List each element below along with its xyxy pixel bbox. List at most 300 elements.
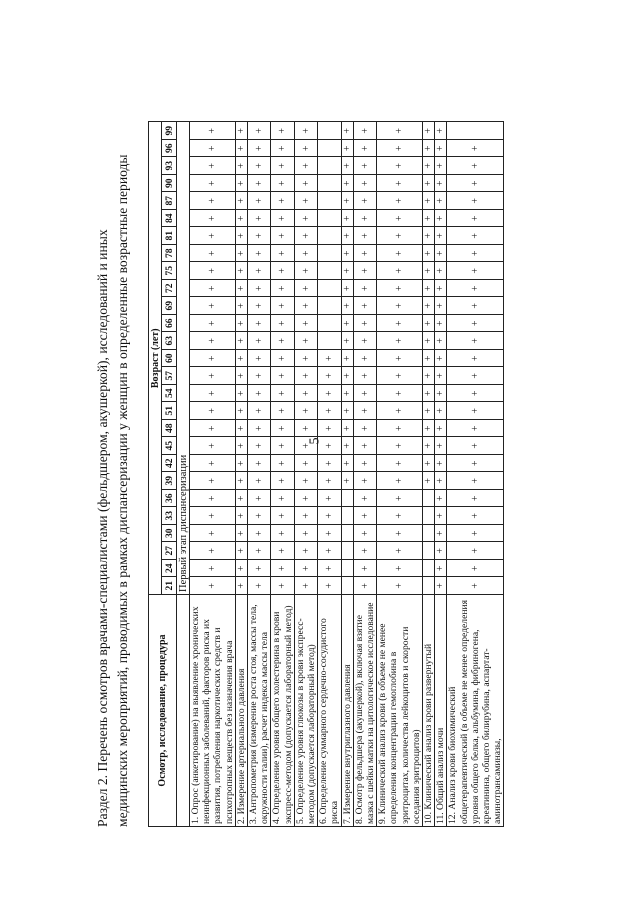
age-mark-cell: +: [377, 525, 423, 543]
age-mark-cell: +: [248, 507, 271, 525]
age-column-header: 36: [162, 490, 177, 508]
age-column-header: 21: [162, 577, 177, 595]
age-mark-cell: +: [318, 542, 341, 560]
age-mark-cell: +: [377, 350, 423, 368]
age-column-header: 48: [162, 420, 177, 438]
age-column-header: 93: [162, 157, 177, 175]
age-mark-cell: +: [447, 315, 504, 333]
age-mark-cell: +: [377, 262, 423, 280]
age-mark-cell: +: [341, 297, 353, 315]
age-mark-cell: +: [353, 525, 376, 543]
age-mark-cell: +: [248, 472, 271, 490]
table-row: [318, 122, 341, 827]
age-column-header: 72: [162, 280, 177, 298]
age-mark-cell: +: [190, 140, 236, 158]
age-mark-cell: +: [435, 420, 447, 438]
age-mark-cell: +: [435, 455, 447, 473]
age-mark-cell: +: [377, 402, 423, 420]
age-mark-cell: [341, 490, 353, 508]
age-column-header: 90: [162, 175, 177, 193]
age-mark-cell: +: [341, 350, 353, 368]
procedure-name: 3. Антропометрия (измерение роста стоя, массы тела, окружности талии), расчет индекса массы тела: [248, 595, 271, 827]
age-mark-cell: +: [377, 122, 423, 140]
age-mark-cell: +: [353, 472, 376, 490]
age-mark-cell: +: [447, 367, 504, 385]
age-mark-cell: +: [271, 280, 294, 298]
age-mark-cell: +: [190, 525, 236, 543]
age-mark-cell: +: [271, 262, 294, 280]
age-mark-cell: +: [353, 437, 376, 455]
age-mark-cell: +: [318, 437, 341, 455]
age-mark-cell: +: [248, 280, 271, 298]
age-mark-cell: [341, 560, 353, 578]
age-mark-cell: +: [271, 437, 294, 455]
age-column-header: 69: [162, 297, 177, 315]
age-mark-cell: +: [235, 437, 247, 455]
age-mark-cell: +: [435, 560, 447, 578]
age-mark-cell: +: [318, 560, 341, 578]
age-mark-cell: +: [377, 455, 423, 473]
age-mark-cell: +: [353, 560, 376, 578]
age-mark-cell: +: [271, 507, 294, 525]
age-mark-cell: [318, 315, 341, 333]
age-mark-cell: +: [341, 227, 353, 245]
age-column-header: 84: [162, 210, 177, 228]
age-column-header: 42: [162, 455, 177, 473]
age-mark-cell: +: [447, 245, 504, 263]
age-mark-cell: +: [318, 490, 341, 508]
table-row: [447, 122, 504, 827]
age-mark-cell: +: [248, 122, 271, 140]
age-mark-cell: +: [235, 560, 247, 578]
age-mark-cell: +: [318, 420, 341, 438]
age-mark-cell: +: [271, 297, 294, 315]
age-column-header: 24: [162, 560, 177, 578]
age-column-header: 96: [162, 140, 177, 158]
age-mark-cell: +: [341, 437, 353, 455]
age-mark-cell: +: [248, 297, 271, 315]
age-mark-cell: +: [294, 315, 317, 333]
age-column-header: 54: [162, 385, 177, 403]
age-mark-cell: +: [294, 577, 317, 595]
age-mark-cell: +: [447, 560, 504, 578]
age-mark-cell: +: [447, 455, 504, 473]
age-group-header: Возраст (лет): [149, 122, 162, 595]
procedure-name: 2. Измерение артериального давления: [235, 595, 247, 827]
age-mark-cell: +: [377, 227, 423, 245]
age-mark-cell: +: [447, 490, 504, 508]
age-mark-cell: [423, 507, 435, 525]
age-mark-cell: +: [248, 542, 271, 560]
procedure-name: 6. Определение суммарного сердечно-сосудистого риска: [318, 595, 341, 827]
age-mark-cell: +: [377, 542, 423, 560]
age-mark-cell: +: [353, 297, 376, 315]
age-mark-cell: +: [377, 332, 423, 350]
age-mark-cell: +: [423, 385, 435, 403]
age-mark-cell: +: [435, 577, 447, 595]
age-mark-cell: +: [435, 332, 447, 350]
age-mark-cell: +: [294, 332, 317, 350]
age-mark-cell: +: [235, 402, 247, 420]
age-mark-cell: +: [190, 437, 236, 455]
age-mark-cell: +: [294, 280, 317, 298]
age-mark-cell: +: [271, 192, 294, 210]
age-mark-cell: +: [235, 490, 247, 508]
age-mark-cell: +: [447, 227, 504, 245]
age-mark-cell: +: [423, 140, 435, 158]
age-mark-cell: +: [190, 297, 236, 315]
age-column-header: 66: [162, 315, 177, 333]
age-mark-cell: +: [235, 350, 247, 368]
age-mark-cell: +: [318, 472, 341, 490]
page-number: 5: [307, 437, 323, 445]
age-mark-cell: +: [235, 297, 247, 315]
age-mark-cell: +: [447, 420, 504, 438]
procedure-column-header: Осмотр, исследование, процедура: [149, 595, 177, 827]
age-mark-cell: +: [294, 262, 317, 280]
age-mark-cell: +: [235, 192, 247, 210]
age-mark-cell: +: [377, 157, 423, 175]
age-mark-cell: +: [377, 280, 423, 298]
age-mark-cell: +: [248, 245, 271, 263]
table-row: [235, 122, 247, 827]
age-mark-cell: +: [294, 122, 317, 140]
age-mark-cell: +: [377, 420, 423, 438]
age-mark-cell: +: [435, 262, 447, 280]
stage-row-blank-cell: [177, 595, 190, 827]
age-mark-cell: +: [248, 350, 271, 368]
age-mark-cell: +: [423, 280, 435, 298]
age-mark-cell: +: [318, 350, 341, 368]
age-mark-cell: +: [271, 157, 294, 175]
age-mark-cell: +: [423, 245, 435, 263]
age-mark-cell: +: [271, 315, 294, 333]
age-mark-cell: +: [447, 525, 504, 543]
age-mark-cell: +: [248, 192, 271, 210]
age-mark-cell: +: [447, 577, 504, 595]
age-mark-cell: +: [423, 455, 435, 473]
age-mark-cell: +: [271, 420, 294, 438]
age-mark-cell: +: [318, 402, 341, 420]
age-mark-cell: +: [294, 472, 317, 490]
age-mark-cell: +: [235, 280, 247, 298]
age-column-header: 63: [162, 332, 177, 350]
age-mark-cell: +: [294, 385, 317, 403]
age-mark-cell: [318, 227, 341, 245]
age-mark-cell: +: [235, 140, 247, 158]
age-mark-cell: +: [294, 490, 317, 508]
age-mark-cell: +: [353, 542, 376, 560]
age-mark-cell: [318, 140, 341, 158]
age-mark-cell: +: [248, 577, 271, 595]
age-mark-cell: +: [435, 227, 447, 245]
age-mark-cell: +: [248, 227, 271, 245]
age-mark-cell: +: [447, 542, 504, 560]
age-mark-cell: +: [318, 367, 341, 385]
age-mark-cell: +: [353, 227, 376, 245]
table-row: [341, 122, 353, 827]
age-mark-cell: +: [248, 437, 271, 455]
age-mark-cell: +: [377, 140, 423, 158]
age-mark-cell: +: [377, 472, 423, 490]
age-mark-cell: +: [353, 175, 376, 193]
age-mark-cell: +: [435, 542, 447, 560]
age-mark-cell: +: [423, 420, 435, 438]
age-mark-cell: +: [271, 542, 294, 560]
procedure-name: 11. Общий анализ мочи: [435, 595, 447, 827]
age-mark-cell: +: [447, 175, 504, 193]
age-column-header: 51: [162, 402, 177, 420]
age-mark-cell: [318, 157, 341, 175]
age-column-header: 81: [162, 227, 177, 245]
age-mark-cell: +: [377, 507, 423, 525]
age-column-header: 78: [162, 245, 177, 263]
age-mark-cell: +: [294, 350, 317, 368]
age-mark-cell: +: [190, 315, 236, 333]
age-mark-cell: +: [435, 490, 447, 508]
table-row: [353, 122, 376, 827]
age-mark-cell: +: [341, 210, 353, 228]
procedure-name: 1. Опрос (анкетирование) на выявление хронических неинфекционных заболеваний, факторов риска их развития, потребления наркотических средств и психотропных веществ без назначения врача: [190, 595, 236, 827]
age-mark-cell: +: [190, 455, 236, 473]
age-mark-cell: +: [377, 437, 423, 455]
age-mark-cell: +: [190, 385, 236, 403]
age-mark-cell: +: [435, 472, 447, 490]
age-mark-cell: +: [271, 560, 294, 578]
age-mark-cell: +: [353, 385, 376, 403]
age-mark-cell: +: [341, 192, 353, 210]
age-mark-cell: +: [294, 245, 317, 263]
age-mark-cell: +: [235, 210, 247, 228]
age-mark-cell: +: [435, 280, 447, 298]
age-mark-cell: [341, 542, 353, 560]
age-column-header: 30: [162, 525, 177, 543]
age-mark-cell: +: [447, 332, 504, 350]
age-mark-cell: +: [423, 402, 435, 420]
age-mark-cell: +: [271, 122, 294, 140]
age-mark-cell: +: [248, 420, 271, 438]
age-mark-cell: +: [235, 315, 247, 333]
age-mark-cell: +: [235, 577, 247, 595]
age-mark-cell: +: [377, 192, 423, 210]
age-mark-cell: +: [447, 385, 504, 403]
age-mark-cell: [341, 507, 353, 525]
age-mark-cell: +: [271, 525, 294, 543]
age-mark-cell: +: [435, 210, 447, 228]
age-mark-cell: +: [190, 542, 236, 560]
age-mark-cell: +: [190, 280, 236, 298]
age-mark-cell: +: [271, 140, 294, 158]
age-mark-cell: +: [353, 577, 376, 595]
age-mark-cell: +: [353, 157, 376, 175]
age-mark-cell: +: [435, 507, 447, 525]
age-mark-cell: [318, 280, 341, 298]
table-row: [435, 122, 447, 827]
age-column-header: 33: [162, 507, 177, 525]
age-mark-cell: +: [235, 332, 247, 350]
age-mark-cell: +: [447, 437, 504, 455]
age-mark-cell: +: [235, 157, 247, 175]
age-mark-cell: +: [423, 297, 435, 315]
age-mark-cell: +: [190, 175, 236, 193]
age-mark-cell: +: [190, 157, 236, 175]
age-mark-cell: [318, 332, 341, 350]
age-mark-cell: +: [190, 577, 236, 595]
age-mark-cell: +: [248, 140, 271, 158]
procedure-name: 12. Анализ крови биохимический общетерапевтический (в объеме не менее определения уровня общего белка, альбумина, фибриногена, креатинина, общего билирубина, аспартат-аминотрансаминазы,: [447, 595, 504, 827]
age-mark-cell: +: [190, 472, 236, 490]
age-mark-cell: +: [235, 472, 247, 490]
age-mark-cell: [423, 542, 435, 560]
age-mark-cell: +: [377, 210, 423, 228]
age-column-header: 75: [162, 262, 177, 280]
procedure-name: 8. Осмотр фельдшера (акушеркой), включая взятие мазка с шейки матки на цитологическое исследование: [353, 595, 376, 827]
age-mark-cell: +: [341, 122, 353, 140]
age-mark-cell: +: [423, 332, 435, 350]
age-mark-cell: +: [190, 210, 236, 228]
age-mark-cell: +: [271, 227, 294, 245]
stage-label: Первый этап диспансеризации: [177, 122, 190, 595]
table-row: [423, 122, 435, 827]
age-mark-cell: +: [353, 350, 376, 368]
age-mark-cell: +: [235, 525, 247, 543]
table-row: [271, 122, 294, 827]
age-mark-cell: +: [235, 507, 247, 525]
age-mark-cell: +: [341, 332, 353, 350]
age-mark-cell: +: [435, 350, 447, 368]
age-mark-cell: +: [423, 437, 435, 455]
age-mark-cell: +: [248, 367, 271, 385]
age-mark-cell: +: [294, 420, 317, 438]
age-mark-cell: +: [294, 227, 317, 245]
age-mark-cell: +: [271, 385, 294, 403]
age-mark-cell: +: [294, 157, 317, 175]
age-mark-cell: +: [353, 332, 376, 350]
age-mark-cell: [318, 122, 341, 140]
age-mark-cell: +: [377, 245, 423, 263]
age-mark-cell: +: [190, 560, 236, 578]
age-mark-cell: +: [248, 210, 271, 228]
age-mark-cell: [423, 577, 435, 595]
age-mark-cell: +: [435, 122, 447, 140]
age-mark-cell: +: [190, 367, 236, 385]
age-mark-cell: +: [353, 315, 376, 333]
age-mark-cell: +: [248, 560, 271, 578]
age-mark-cell: +: [271, 245, 294, 263]
age-mark-cell: +: [353, 280, 376, 298]
age-mark-cell: +: [248, 175, 271, 193]
age-mark-cell: +: [271, 350, 294, 368]
age-mark-cell: +: [423, 227, 435, 245]
age-mark-cell: +: [435, 525, 447, 543]
age-mark-cell: +: [190, 332, 236, 350]
age-mark-cell: +: [353, 507, 376, 525]
age-mark-cell: +: [235, 455, 247, 473]
age-mark-cell: +: [353, 245, 376, 263]
age-mark-cell: +: [190, 192, 236, 210]
age-mark-cell: +: [353, 262, 376, 280]
age-mark-cell: +: [435, 245, 447, 263]
age-mark-cell: +: [353, 490, 376, 508]
age-mark-cell: +: [435, 297, 447, 315]
age-mark-cell: +: [190, 490, 236, 508]
age-mark-cell: +: [294, 437, 317, 455]
age-mark-cell: +: [423, 210, 435, 228]
age-mark-cell: +: [248, 157, 271, 175]
age-mark-cell: +: [353, 192, 376, 210]
age-mark-cell: +: [271, 402, 294, 420]
age-mark-cell: +: [248, 262, 271, 280]
age-mark-cell: +: [341, 245, 353, 263]
age-mark-cell: +: [377, 385, 423, 403]
age-mark-cell: +: [341, 262, 353, 280]
age-mark-cell: +: [435, 140, 447, 158]
age-mark-cell: +: [447, 280, 504, 298]
age-column-header: 87: [162, 192, 177, 210]
age-mark-cell: +: [341, 280, 353, 298]
age-mark-cell: +: [271, 367, 294, 385]
age-mark-cell: +: [294, 367, 317, 385]
table-row: [294, 122, 317, 827]
age-mark-cell: +: [341, 420, 353, 438]
age-mark-cell: +: [190, 227, 236, 245]
age-mark-cell: [318, 262, 341, 280]
age-mark-cell: +: [377, 175, 423, 193]
age-mark-cell: +: [447, 507, 504, 525]
age-mark-cell: +: [435, 315, 447, 333]
age-mark-cell: +: [423, 472, 435, 490]
age-mark-cell: +: [318, 385, 341, 403]
age-mark-cell: +: [271, 175, 294, 193]
age-mark-cell: +: [271, 455, 294, 473]
age-mark-cell: +: [190, 262, 236, 280]
age-mark-cell: +: [235, 122, 247, 140]
age-mark-cell: +: [190, 420, 236, 438]
age-mark-cell: +: [248, 402, 271, 420]
age-mark-cell: +: [447, 210, 504, 228]
age-mark-cell: +: [377, 490, 423, 508]
age-mark-cell: +: [435, 192, 447, 210]
age-mark-cell: +: [248, 455, 271, 473]
age-mark-cell: +: [248, 385, 271, 403]
age-mark-cell: +: [353, 140, 376, 158]
age-mark-cell: +: [190, 350, 236, 368]
age-mark-cell: +: [294, 525, 317, 543]
age-mark-cell: +: [271, 490, 294, 508]
age-mark-cell: [447, 122, 504, 140]
age-mark-cell: +: [341, 315, 353, 333]
age-mark-cell: +: [271, 210, 294, 228]
age-mark-cell: +: [235, 420, 247, 438]
age-mark-cell: +: [294, 210, 317, 228]
age-mark-cell: +: [190, 122, 236, 140]
procedure-name: 4. Определение уровня общего холестерина в крови экспресс-методом (допускается лабораторный метод): [271, 595, 294, 827]
age-mark-cell: [341, 577, 353, 595]
age-mark-cell: +: [248, 525, 271, 543]
age-mark-cell: +: [235, 245, 247, 263]
age-mark-cell: +: [294, 507, 317, 525]
age-mark-cell: +: [294, 192, 317, 210]
age-mark-cell: +: [353, 402, 376, 420]
age-mark-cell: +: [377, 315, 423, 333]
age-mark-cell: +: [341, 367, 353, 385]
age-mark-cell: +: [353, 210, 376, 228]
age-mark-cell: +: [294, 175, 317, 193]
age-mark-cell: +: [447, 472, 504, 490]
age-mark-cell: +: [294, 542, 317, 560]
age-mark-cell: +: [447, 297, 504, 315]
age-mark-cell: +: [318, 507, 341, 525]
